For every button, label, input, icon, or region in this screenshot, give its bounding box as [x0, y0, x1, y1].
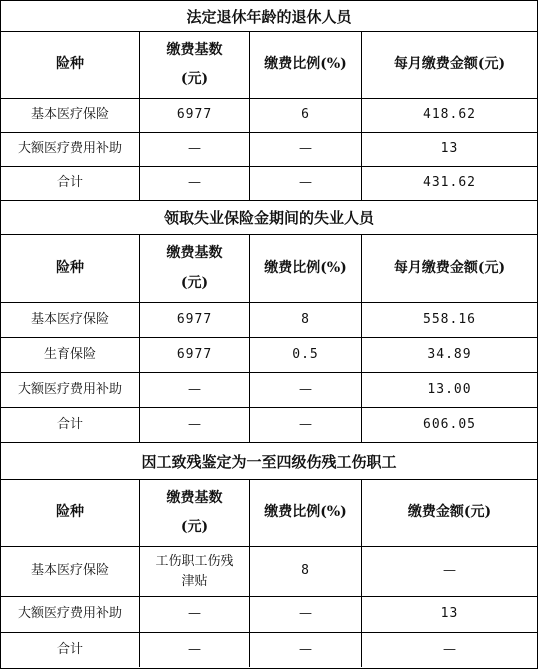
base-cell: — [140, 633, 250, 667]
table-row-total [1, 408, 537, 443]
insurance-type-cell: 生育保险 [1, 338, 140, 372]
header-base [140, 480, 250, 546]
amount-cell: 431.62 [423, 175, 476, 191]
base-cell: — [140, 133, 250, 166]
header-base-unit: (元) [180, 71, 209, 87]
amount-cell: 606.05 [423, 416, 476, 432]
base-cell: 6977 [140, 338, 250, 372]
amount-cell: 418.62 [423, 107, 476, 123]
base-cell: — [140, 373, 250, 407]
table-row [1, 338, 537, 373]
base-cell: — [140, 167, 250, 200]
ratio-cell: — [250, 373, 362, 407]
base-cell [140, 547, 250, 596]
section-title-text: 因工致残鉴定为一至四级伤残工伤职工 [141, 452, 397, 471]
ratio-cell: — [250, 408, 362, 442]
header-amount: 每月缴费金额(元) [393, 56, 506, 73]
base-cell: 6977 [140, 303, 250, 337]
header-amount: 缴费金额(元) [407, 504, 492, 521]
insurance-type-cell: 基本医疗保险 [1, 303, 140, 337]
section-title [1, 1, 537, 32]
base-cell: — [140, 597, 250, 632]
insurance-type-cell: 合计 [1, 408, 140, 442]
base-cell: — [140, 408, 250, 442]
table-header-row [1, 32, 537, 99]
header-ratio: 缴费比例(%) [250, 235, 362, 302]
ratio-cell: — [250, 167, 362, 200]
base-text-line2: 津贴 [181, 573, 208, 589]
table-row [1, 373, 537, 408]
table-header-row [1, 480, 537, 547]
base-cell: 6977 [140, 99, 250, 132]
table-row [1, 133, 537, 167]
base-text-line1: 工伤职工伤残 [155, 554, 234, 569]
header-ratio: 缴费比例(%) [250, 32, 362, 98]
header-amount: 每月缴费金额(元) [393, 259, 506, 276]
table-header-row [1, 235, 537, 303]
amount-cell: 13.00 [427, 381, 472, 397]
section-title-text: 法定退休年龄的退休人员 [186, 7, 352, 26]
table-row-total [1, 167, 537, 201]
ratio-cell: — [250, 133, 362, 166]
insurance-type-cell: 合计 [1, 167, 140, 200]
header-insurance-type: 险种 [1, 32, 140, 98]
header-insurance-type: 险种 [1, 480, 140, 546]
header-base-unit: (元) [180, 274, 209, 291]
insurance-type-cell: 大额医疗费用补助 [1, 133, 140, 166]
insurance-type-cell: 基本医疗保险 [1, 547, 140, 596]
table-row [1, 547, 537, 597]
header-base [140, 32, 250, 98]
table-row [1, 99, 537, 133]
header-base-label: 缴费基数 [166, 245, 223, 262]
header-base-unit: (元) [180, 519, 209, 535]
ratio-cell: 8 [250, 303, 362, 337]
section-title [1, 443, 537, 480]
header-base-label: 缴费基数 [166, 489, 223, 506]
amount-cell: — [443, 563, 456, 579]
header-base-label: 缴费基数 [166, 41, 223, 58]
insurance-type-cell: 基本医疗保险 [1, 99, 140, 132]
header-base [140, 235, 250, 302]
section-title-text: 领取失业保险金期间的失业人员 [163, 209, 374, 227]
ratio-cell: — [250, 633, 362, 667]
insurance-type-cell: 合计 [1, 633, 140, 667]
insurance-type-cell: 大额医疗费用补助 [1, 373, 140, 407]
ratio-cell: 6 [250, 99, 362, 132]
amount-cell: 13 [440, 141, 459, 157]
table-row [1, 303, 537, 338]
table-row [1, 597, 537, 633]
amount-cell: 558.16 [423, 311, 476, 327]
header-insurance-type: 险种 [1, 235, 140, 302]
section-title [1, 201, 537, 235]
amount-cell: — [443, 641, 456, 657]
table-row-total [1, 633, 537, 667]
ratio-cell: 8 [250, 547, 362, 596]
insurance-type-cell: 大额医疗费用补助 [1, 597, 140, 632]
ratio-cell: 0.5 [250, 338, 362, 372]
amount-cell: 34.89 [427, 346, 472, 362]
ratio-cell: — [250, 597, 362, 632]
amount-cell: 13 [440, 606, 459, 622]
header-ratio: 缴费比例(%) [250, 480, 362, 546]
